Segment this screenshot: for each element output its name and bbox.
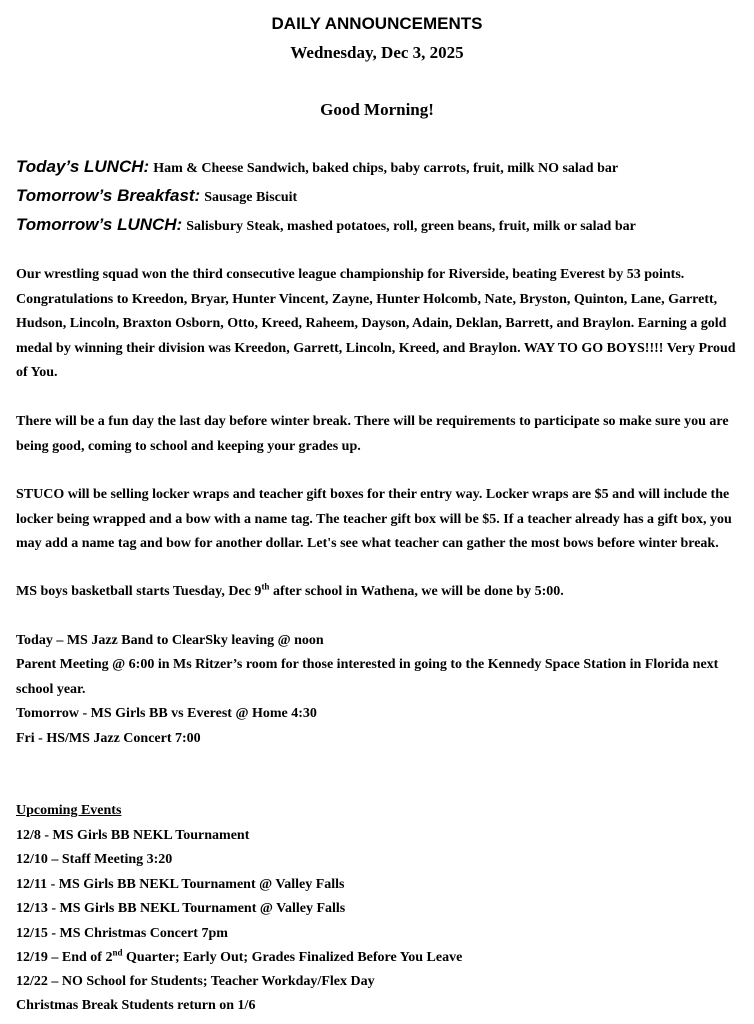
schedule-today: Today – MS Jazz Band to ClearSky leaving @ noon (16, 633, 324, 648)
greeting: Good Morning! (320, 100, 434, 119)
fun-day-announcement: There will be a fun day the last day before winter break. There will be requirements to participate so make sure you are being good, coming to school and keeping your grades up. (16, 414, 729, 454)
quarter-text-start: 12/19 – End of 2 (16, 950, 113, 965)
tomorrow-breakfast-label: Tomorrow’s Breakfast: (16, 186, 201, 205)
schedule-parent-meeting: Parent Meeting @ 6:00 in Ms Ritzer’s room for those interested in going to the Kennedy Space Station in Florida next school year. (16, 657, 719, 697)
basketball-text-start: MS boys basketball starts Tuesday, Dec 9 (16, 584, 262, 599)
tomorrow-breakfast-line (16, 186, 297, 206)
basketball-superscript: th (261, 581, 270, 592)
upcoming-event: 12/15 - MS Christmas Concert 7pm (16, 926, 228, 941)
page-date: Wednesday, Dec 3, 2025 (290, 43, 464, 62)
quarter-text-end: Quarter; Early Out; Grades Finalized Before You Leave (122, 950, 463, 965)
upcoming-event: 12/10 – Staff Meeting 3:20 (16, 852, 173, 867)
schedule-friday: Fri - HS/MS Jazz Concert 7:00 (16, 731, 201, 746)
wrestling-announcement: Our wrestling squad won the third consecutive league championship for Riverside, beating Everest by 53 points. Congratulations to Kreedon, Bryar, Hunter Vincent, Zayne, Hunter Holcomb, Nate, Bryston, Quinton, Lane, Garrett, Hudson, Lincoln, Braxton Osborn, Otto, Kreed, Raheem, Dayson, Adain, Deklan, Barrett, and Braylon. Earning a gold medal by winning their division was Kreedon, Garrett, Lincoln, Kreed, and Braylon. WAY TO GO BOYS!!!! Very Proud of You. (16, 267, 736, 380)
tomorrow-lunch-menu: Salisbury Steak, mashed potatoes, roll, green beans, fruit, milk or salad bar (186, 219, 636, 234)
today-lunch-line (16, 157, 618, 177)
upcoming-event: 12/13 - MS Girls BB NEKL Tournament @ Valley Falls (16, 901, 346, 916)
basketball-text-end: after school in Wathena, we will be done by 5:00. (269, 584, 564, 599)
upcoming-event: 12/8 - MS Girls BB NEKL Tournament (16, 828, 250, 843)
tomorrow-breakfast-menu: Sausage Biscuit (204, 190, 298, 205)
upcoming-event: 12/22 – NO School for Students; Teacher Workday/Flex Day (16, 974, 375, 989)
today-lunch-menu: Ham & Cheese Sandwich, baked chips, baby carrots, fruit, milk NO salad bar (153, 161, 619, 176)
page-title: DAILY ANNOUNCEMENTS (271, 14, 483, 33)
tomorrow-lunch-label: Tomorrow’s LUNCH: (16, 215, 183, 234)
upcoming-event: Christmas Break Students return on 1/6 (16, 998, 256, 1013)
upcoming-events-heading: Upcoming Events (16, 803, 122, 818)
stuco-announcement: STUCO will be selling locker wraps and teacher gift boxes for their entry way. Locker wraps are $5 and will include the locker being wrapped and a bow with a name tag. The teacher gift box will be $5. If a teacher already has a gift box, you may add a name tag and bow for another dollar. Let's see what teacher can gather the most bows before winter break. (16, 487, 732, 551)
schedule-tomorrow: Tomorrow - MS Girls BB vs Everest @ Home 4:30 (16, 706, 317, 721)
upcoming-event: 12/11 - MS Girls BB NEKL Tournament @ Valley Falls (16, 877, 345, 892)
quarter-superscript: nd (112, 947, 123, 958)
upcoming-event-quarter-end (16, 948, 462, 968)
basketball-announcement (16, 582, 564, 602)
today-lunch-label: Today’s LUNCH: (16, 157, 150, 176)
tomorrow-lunch-line (16, 215, 636, 235)
